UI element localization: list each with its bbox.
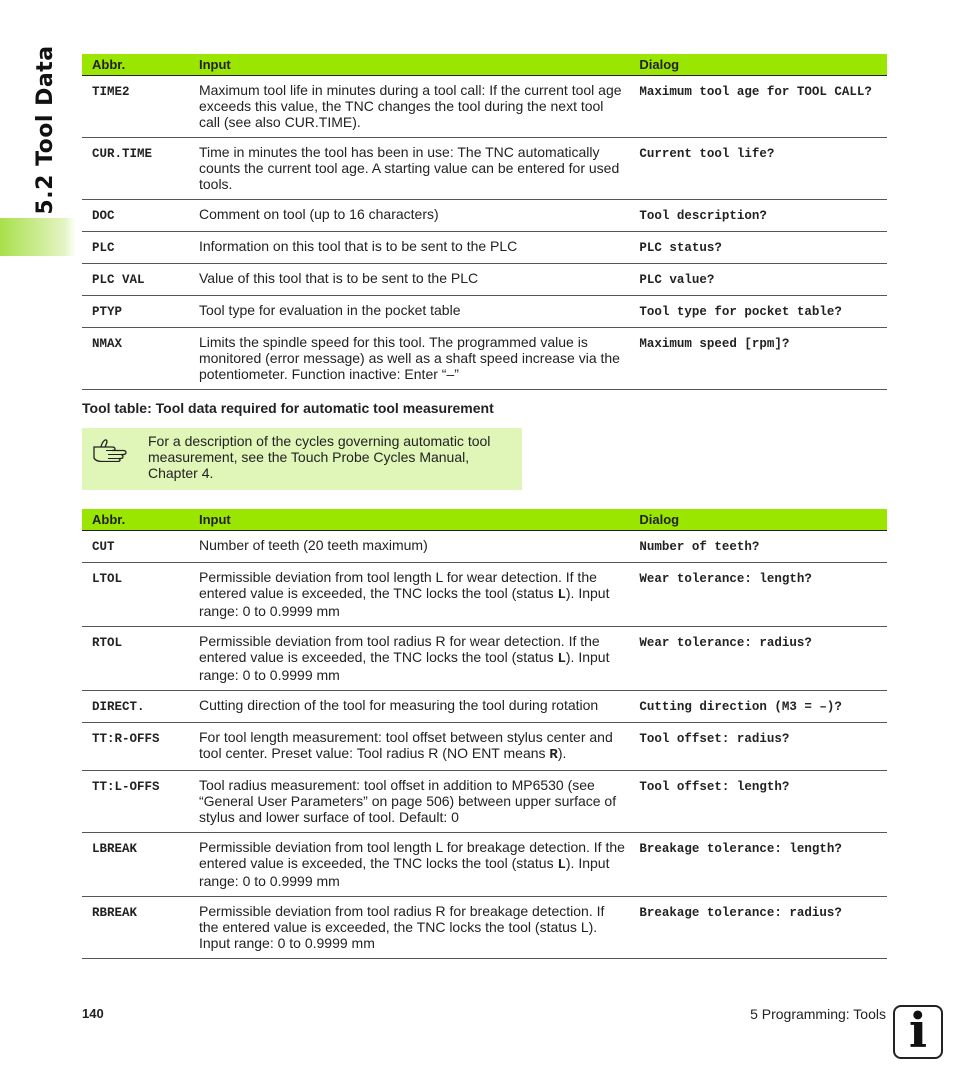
abbr-cell: CUT bbox=[82, 531, 189, 563]
section-title: 5.2 Tool Data bbox=[33, 45, 58, 215]
input-text: Permissible deviation from tool length L for breakage detection. If the entered value is exceeded, the TNC locks the tool (status bbox=[198, 839, 625, 871]
header-abbr: Abbr. bbox=[82, 54, 189, 76]
abbr-cell: NMAX bbox=[82, 328, 189, 390]
abbr-cell: RBREAK bbox=[82, 897, 189, 959]
input-cell: Tool radius measurement: tool offset in addition to MP6530 (see “General User Parameters” on page 506) between upper surface of stylus and lower surface of tool. Default: 0 bbox=[189, 771, 629, 833]
table-row bbox=[82, 563, 887, 627]
header-input: Input bbox=[189, 54, 629, 76]
note-box bbox=[82, 428, 522, 490]
status-code: L bbox=[557, 857, 566, 873]
tool-table-general bbox=[82, 54, 887, 390]
dialog-cell: PLC value? bbox=[629, 264, 887, 296]
table-row bbox=[82, 723, 887, 771]
input-text: ). Input range: 0 to 0.9999 mm bbox=[198, 855, 610, 889]
table-row bbox=[82, 138, 887, 200]
input-cell: Comment on tool (up to 16 characters) bbox=[189, 200, 629, 232]
dialog-cell: Wear tolerance: length? bbox=[629, 563, 887, 627]
abbr-cell: RTOL bbox=[82, 627, 189, 691]
tool-table-measurement bbox=[82, 509, 887, 959]
table-row bbox=[82, 531, 887, 563]
page-number: 140 bbox=[82, 1006, 104, 1021]
dialog-cell: Current tool life? bbox=[629, 138, 887, 200]
dialog-cell: Breakage tolerance: radius? bbox=[629, 897, 887, 959]
input-cell bbox=[189, 627, 629, 691]
abbr-cell: LBREAK bbox=[82, 833, 189, 897]
table-row bbox=[82, 264, 887, 296]
status-code: L bbox=[557, 587, 566, 603]
abbr-cell: CUR.TIME bbox=[82, 138, 189, 200]
input-cell: Time in minutes the tool has been in use: The TNC automatically counts the current tool age. A starting value can be entered for used tools. bbox=[189, 138, 629, 200]
dialog-cell: Number of teeth? bbox=[629, 531, 887, 563]
table-row bbox=[82, 296, 887, 328]
input-cell: Value of this tool that is to be sent to the PLC bbox=[189, 264, 629, 296]
dialog-cell: PLC status? bbox=[629, 232, 887, 264]
table-row bbox=[82, 76, 887, 138]
dialog-cell: Tool offset: radius? bbox=[629, 723, 887, 771]
status-code: L bbox=[557, 651, 566, 667]
abbr-cell: DIRECT. bbox=[82, 691, 189, 723]
dialog-cell: Breakage tolerance: length? bbox=[629, 833, 887, 897]
abbr-cell: PTYP bbox=[82, 296, 189, 328]
header-input: Input bbox=[189, 509, 629, 531]
table-header-row bbox=[82, 54, 887, 76]
dialog-cell: Tool description? bbox=[629, 200, 887, 232]
input-cell bbox=[189, 563, 629, 627]
input-cell: Permissible deviation from tool radius R for breakage detection. If the entered value is exceeded, the TNC locks the tool (status L). Input range: 0 to 0.9999 mm bbox=[189, 897, 629, 959]
abbr-cell: TT:L-OFFS bbox=[82, 771, 189, 833]
input-text: ). bbox=[557, 745, 567, 761]
dialog-cell: Wear tolerance: radius? bbox=[629, 627, 887, 691]
abbr-cell: TIME2 bbox=[82, 76, 189, 138]
input-text: ). Input range: 0 to 0.9999 mm bbox=[198, 649, 610, 683]
table-row bbox=[82, 691, 887, 723]
input-text: ). Input range: 0 to 0.9999 mm bbox=[198, 585, 610, 619]
input-cell: Number of teeth (20 teeth maximum) bbox=[189, 531, 629, 563]
input-cell: Cutting direction of the tool for measuring the tool during rotation bbox=[189, 691, 629, 723]
table-row bbox=[82, 328, 887, 390]
input-text: Permissible deviation from tool radius R for wear detection. If the entered value is exceeded, the TNC locks the tool (status bbox=[198, 633, 600, 665]
section-tab-marker bbox=[0, 218, 76, 256]
input-cell: Maximum tool life in minutes during a tool call: If the current tool age exceeds this value, the TNC changes the tool during the next tool call (see also CUR.TIME). bbox=[189, 76, 629, 138]
dialog-cell: Maximum tool age for TOOL CALL? bbox=[629, 76, 887, 138]
abbr-cell: PLC bbox=[82, 232, 189, 264]
dialog-cell: Tool offset: length? bbox=[629, 771, 887, 833]
header-dialog: Dialog bbox=[629, 54, 887, 76]
info-icon bbox=[893, 1005, 943, 1059]
info-glyph: i bbox=[908, 1003, 928, 1059]
input-cell bbox=[189, 833, 629, 897]
input-text: For tool length measurement: tool offset between stylus center and tool center. Preset value: Tool radius R (NO ENT means bbox=[198, 729, 613, 761]
input-cell: Limits the spindle speed for this tool. The programmed value is monitored (error message) as well as a shaft speed increase via the potentiometer. Function inactive: Enter “–” bbox=[189, 328, 629, 390]
key-code: R bbox=[549, 747, 558, 763]
input-cell: Tool type for evaluation in the pocket table bbox=[189, 296, 629, 328]
chapter-label: 5 Programming: Tools bbox=[750, 1006, 886, 1022]
table-header-row bbox=[82, 509, 887, 531]
table-row bbox=[82, 232, 887, 264]
abbr-cell: PLC VAL bbox=[82, 264, 189, 296]
abbr-cell: LTOL bbox=[82, 563, 189, 627]
abbr-cell: DOC bbox=[82, 200, 189, 232]
abbr-cell: TT:R-OFFS bbox=[82, 723, 189, 771]
input-text: Permissible deviation from tool length L for wear detection. If the entered value is exceeded, the TNC locks the tool (status bbox=[198, 569, 597, 601]
dialog-cell: Cutting direction (M3 = –)? bbox=[629, 691, 887, 723]
header-dialog: Dialog bbox=[629, 509, 887, 531]
header-abbr: Abbr. bbox=[82, 509, 189, 531]
input-cell: Information on this tool that is to be sent to the PLC bbox=[189, 232, 629, 264]
dialog-cell: Maximum speed [rpm]? bbox=[629, 328, 887, 390]
measurement-subheading: Tool table: Tool data required for automatic tool measurement bbox=[82, 400, 494, 416]
pointing-hand-icon bbox=[92, 438, 128, 462]
input-cell bbox=[189, 723, 629, 771]
note-text: For a description of the cycles governing automatic tool measurement, see the Touch Probe Cycles Manual, Chapter 4. bbox=[148, 433, 491, 481]
table-row bbox=[82, 771, 887, 833]
table-row bbox=[82, 627, 887, 691]
table-row bbox=[82, 833, 887, 897]
table-row bbox=[82, 897, 887, 959]
dialog-cell: Tool type for pocket table? bbox=[629, 296, 887, 328]
table-row bbox=[82, 200, 887, 232]
